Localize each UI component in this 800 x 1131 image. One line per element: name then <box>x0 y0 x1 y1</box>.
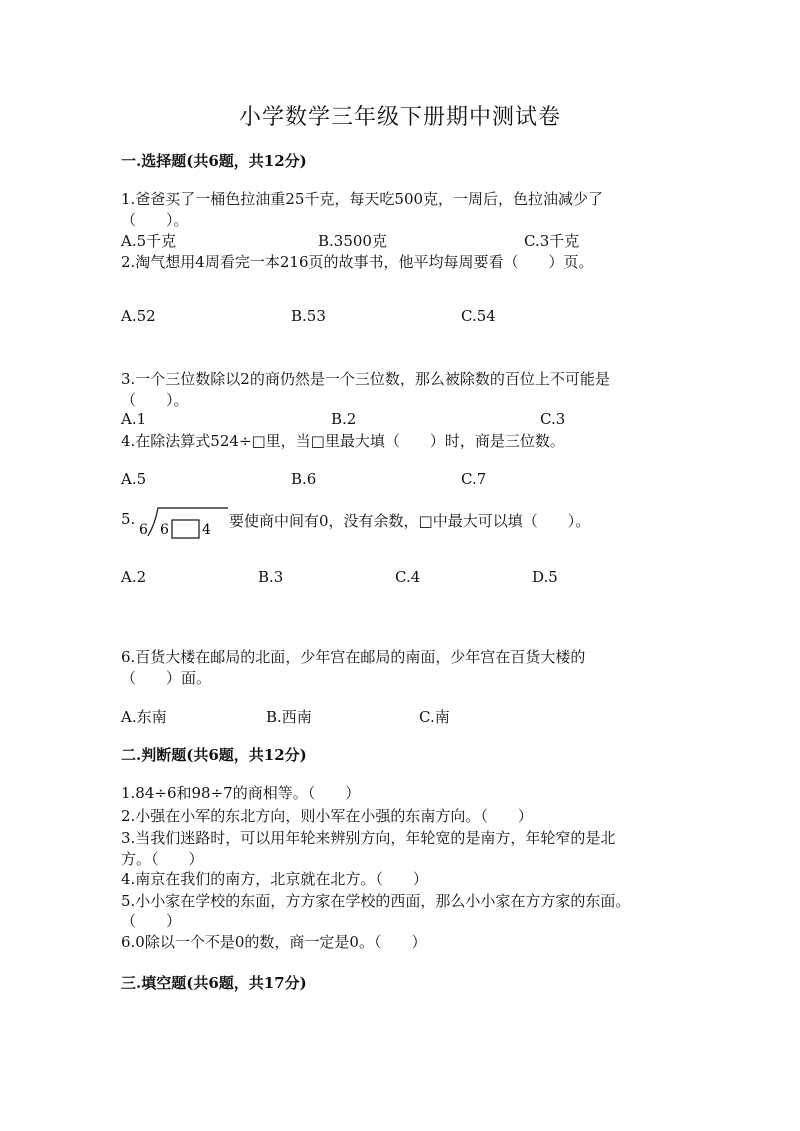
section-heading-choice: 一.选择题(共6题，共12分) <box>121 152 307 170</box>
question-5-option-a: A.2 <box>121 568 147 586</box>
division-divisor: 6 <box>139 522 148 538</box>
judgement-item-5: 5.小小家在学校的东面，方方家在学校的西面，那么小小家在方方家的东面。 <box>121 892 631 910</box>
question-3-option-c: C.3 <box>540 410 566 428</box>
question-6-option-c: C.南 <box>419 708 450 726</box>
division-dividend-last: 4 <box>202 522 211 538</box>
question-5-option-c: C.4 <box>395 568 421 586</box>
question-6-blank: （ ）面。 <box>121 669 212 687</box>
division-dividend-first: 6 <box>160 522 169 538</box>
question-1-option-a: A.5千克 <box>121 232 177 250</box>
question-5-text: 要使商中间有0，没有余数，□中最大可以填（ ）。 <box>229 512 591 530</box>
question-3-blank: （ ）。 <box>121 391 189 409</box>
question-6-option-a: A.东南 <box>121 708 167 726</box>
question-1-option-b: B.3500克 <box>318 232 387 250</box>
question-5-number: 5. <box>121 510 136 528</box>
question-2-option-b: B.53 <box>291 307 326 325</box>
question-5-option-d: D.5 <box>532 568 558 586</box>
question-1-option-c: C.3千克 <box>524 232 580 250</box>
judgement-item-1: 1.84÷6和98÷7的商相等。（ ） <box>121 784 361 802</box>
judgement-item-4: 4.南京在我们的南方，北京就在北方。（ ） <box>121 870 428 888</box>
question-5-option-b: B.3 <box>258 568 284 586</box>
question-4-option-a: A.5 <box>121 470 147 488</box>
question-2-option-c: C.54 <box>461 307 496 325</box>
question-4-option-c: C.7 <box>461 470 487 488</box>
question-3-text: 3.一个三位数除以2的商仍然是一个三位数，那么被除数的百位上不可能是 <box>121 370 610 388</box>
judgement-item-2: 2.小强在小军的东北方向，则小军在小强的东南方向。（ ） <box>121 807 533 825</box>
question-3-option-a: A.1 <box>121 410 147 428</box>
question-4-text: 4.在除法算式524÷□里，当□里最大填（ ）时，商是三位数。 <box>121 432 565 450</box>
section-heading-judgement: 二.判断题(共6题，共12分) <box>121 746 307 764</box>
question-3-option-b: B.2 <box>331 410 357 428</box>
question-2-text: 2.淘气想用4周看完一本216页的故事书，他平均每周要看（ ）页。 <box>121 253 594 271</box>
judgement-item-3-cont: 方。（ ） <box>121 850 204 868</box>
question-6-text: 6.百货大楼在邮局的北面，少年宫在邮局的南面，少年宫在百货大楼的 <box>121 648 586 666</box>
question-1-text: 1.爸爸买了一桶色拉油重25千克，每天吃500克，一周后，色拉油减少了 <box>121 190 604 208</box>
division-blank-box <box>172 520 199 538</box>
judgement-item-5-cont: （ ） <box>121 912 182 930</box>
judgement-item-3: 3.当我们迷路时，可以用年轮来辨别方向，年轮宽的是南方，年轮窄的是北 <box>121 829 616 847</box>
question-6-option-b: B.西南 <box>266 708 312 726</box>
page-title: 小学数学三年级下册期中测试卷 <box>238 105 561 130</box>
question-2-option-a: A.52 <box>121 307 156 325</box>
section-heading-fill-blank: 三.填空题(共6题，共17分) <box>121 974 307 992</box>
question-4-option-b: B.6 <box>291 470 317 488</box>
question-1-blank: （ ）。 <box>121 211 189 229</box>
judgement-item-6: 6.0除以一个不是0的数，商一定是0。（ ） <box>121 933 427 951</box>
long-division-figure <box>134 506 228 546</box>
